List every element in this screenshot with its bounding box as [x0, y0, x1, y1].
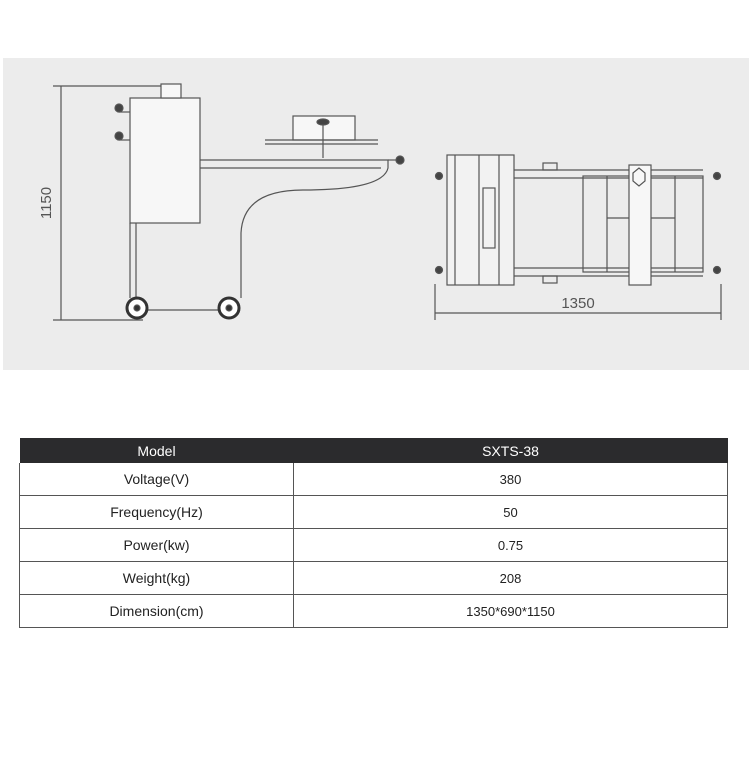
row-label: Dimension(cm) — [20, 595, 294, 628]
product-image-fragment — [560, 0, 650, 12]
height-dimension-label: 1150 — [38, 186, 55, 220]
row-label: Power(kw) — [20, 529, 294, 562]
row-value: 0.75 — [294, 529, 728, 562]
spec-table — [19, 438, 728, 628]
header-value: SXTS-38 — [294, 438, 728, 463]
table-row — [20, 562, 728, 595]
technical-drawing — [3, 58, 749, 370]
table-row — [20, 595, 728, 628]
spec-table-header — [20, 438, 728, 463]
machine-head — [130, 98, 200, 223]
row-value: 380 — [294, 463, 728, 496]
width-dimension-label: 1350 — [561, 295, 595, 312]
row-value: 208 — [294, 562, 728, 595]
drawing-svg — [3, 58, 749, 370]
row-label: Frequency(Hz) — [20, 496, 294, 529]
header-label: Model — [20, 438, 294, 463]
row-value: 1350*690*1150 — [294, 595, 728, 628]
row-label: Weight(kg) — [20, 562, 294, 595]
top-view-body — [447, 155, 514, 285]
row-value: 50 — [294, 496, 728, 529]
row-label: Voltage(V) — [20, 463, 294, 496]
table-row — [20, 529, 728, 562]
table-row — [20, 496, 728, 529]
table-row — [20, 463, 728, 496]
